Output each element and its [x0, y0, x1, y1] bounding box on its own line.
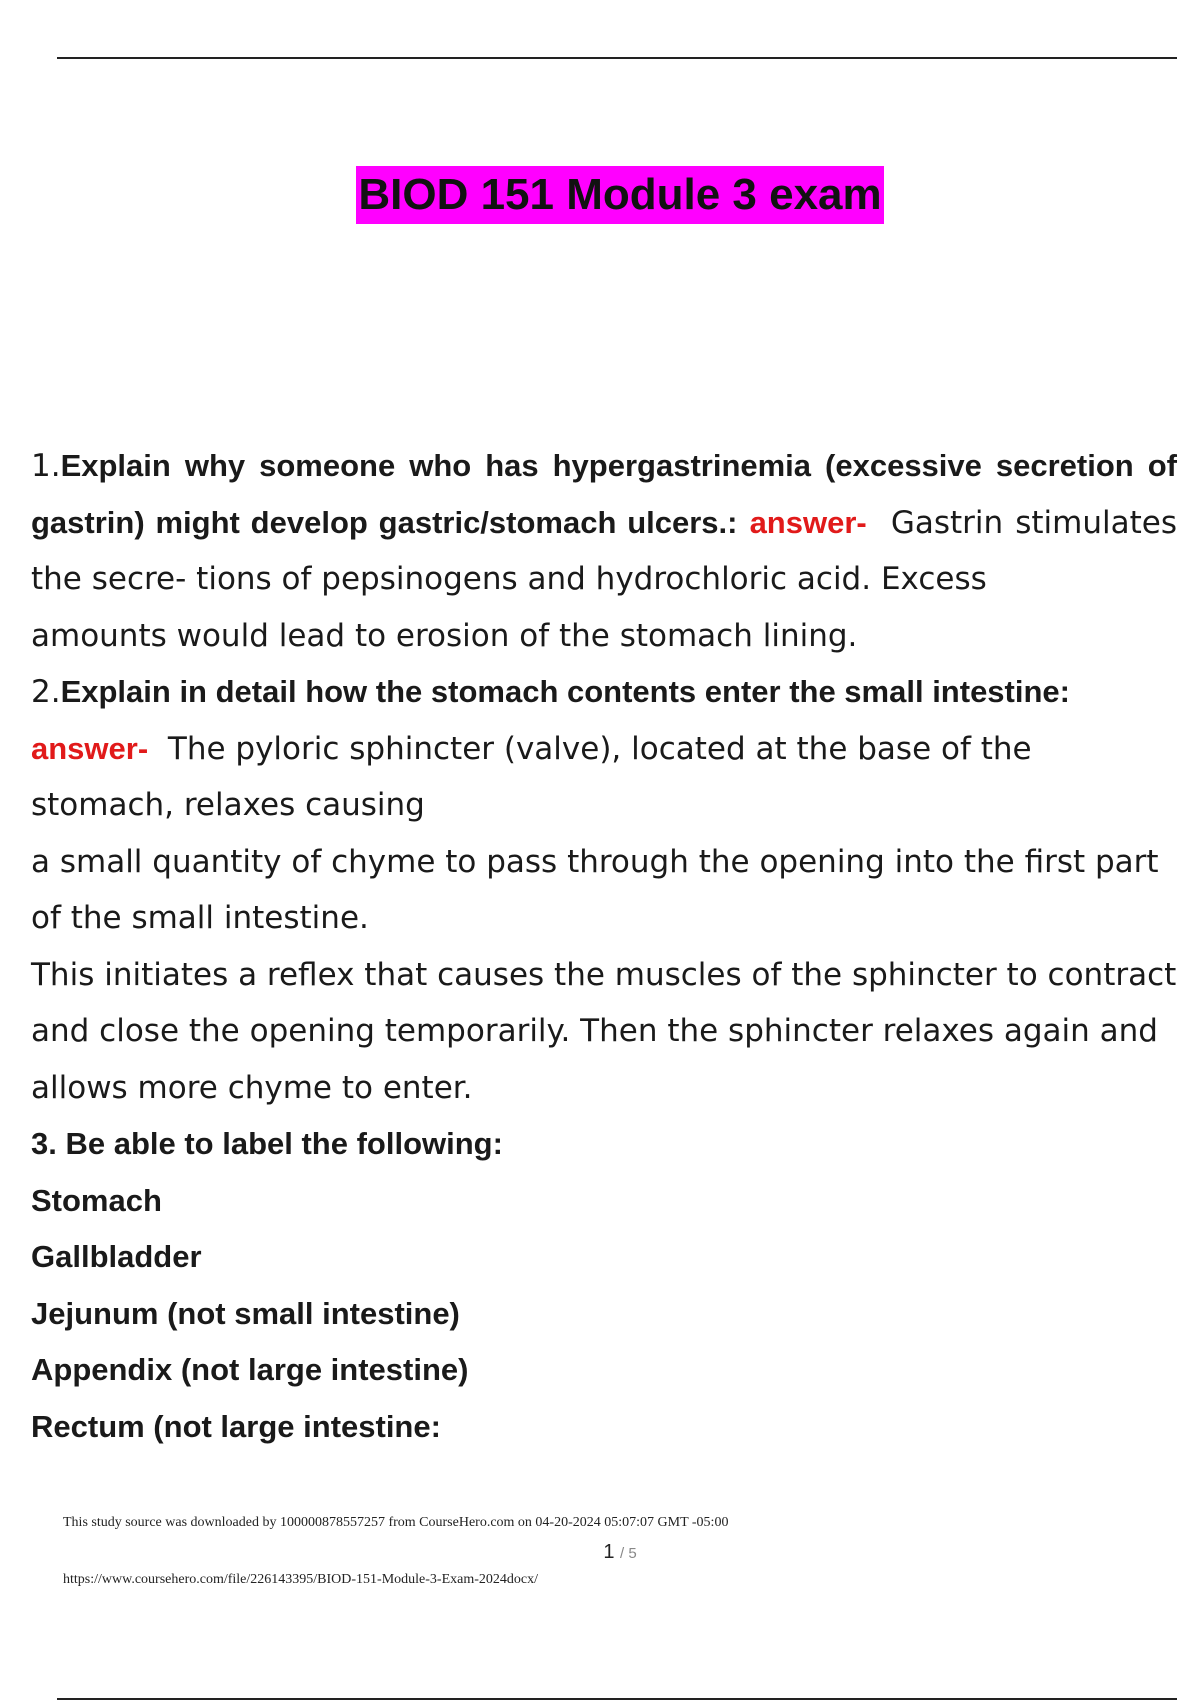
- document-body: [31, 438, 1177, 1455]
- answer-label: answer-: [31, 730, 149, 766]
- label-item: Stomach: [31, 1182, 162, 1218]
- answer-continuation: This initiates a reflex that causes the muscles of the sphincter to contract and close the opening temporarily. Then the sphincter relaxes again and allows more chyme to enter.: [31, 956, 1177, 1106]
- answer-label: answer-: [749, 504, 867, 540]
- label-item: Jejunum (not small intestine): [31, 1295, 460, 1331]
- source-notice: This study source was downloaded by 100000878557257 from CourseHero.com on 04-20-2024 05:07:07 GMT -05:00: [63, 1515, 729, 1530]
- question-text: Explain in detail how the stomach contents enter the small intestine:: [60, 674, 1070, 709]
- title-block: [0, 166, 1200, 224]
- page-current: 1: [603, 1541, 615, 1563]
- label-item: Appendix (not large intestine): [31, 1352, 469, 1387]
- answer-text: Gastrin stimulates the secre- tions of pepsinogens and hydrochloric acid. Excess: [31, 504, 1177, 597]
- answer-2: [31, 721, 1177, 834]
- answer-text: The pyloric sphincter (valve), located at the base of the stomach, relaxes causing: [31, 730, 1032, 823]
- page-total: / 5: [620, 1545, 637, 1562]
- document-title: BIOD 151 Module 3 exam: [356, 166, 883, 224]
- question-1: [31, 438, 1177, 608]
- page-indicator: [0, 1541, 1200, 1564]
- question-number: 1.: [31, 448, 61, 484]
- answer-continuation: amounts would lead to erosion of the stomach lining.: [31, 617, 858, 654]
- question-2: [31, 664, 1177, 721]
- header-rule: [57, 57, 1177, 59]
- question-text: Explain why someone who has hypergastrinemia (excessive secretion of gastrin) might develop gastric/stomach ulcers.:: [31, 448, 1177, 540]
- answer-continuation: a small quantity of chyme to pass through the opening into the first part of the small intestine.: [31, 843, 1159, 936]
- question-3-heading: 3. Be able to label the following:: [31, 1126, 503, 1161]
- label-item: Gallbladder: [31, 1239, 202, 1274]
- source-url-link[interactable]: https://www.coursehero.com/file/226143395/BIOD-151-Module-3-Exam-2024docx/: [63, 1572, 539, 1587]
- label-item: Rectum (not large intestine:: [31, 1408, 441, 1444]
- question-number: 2.: [31, 674, 61, 710]
